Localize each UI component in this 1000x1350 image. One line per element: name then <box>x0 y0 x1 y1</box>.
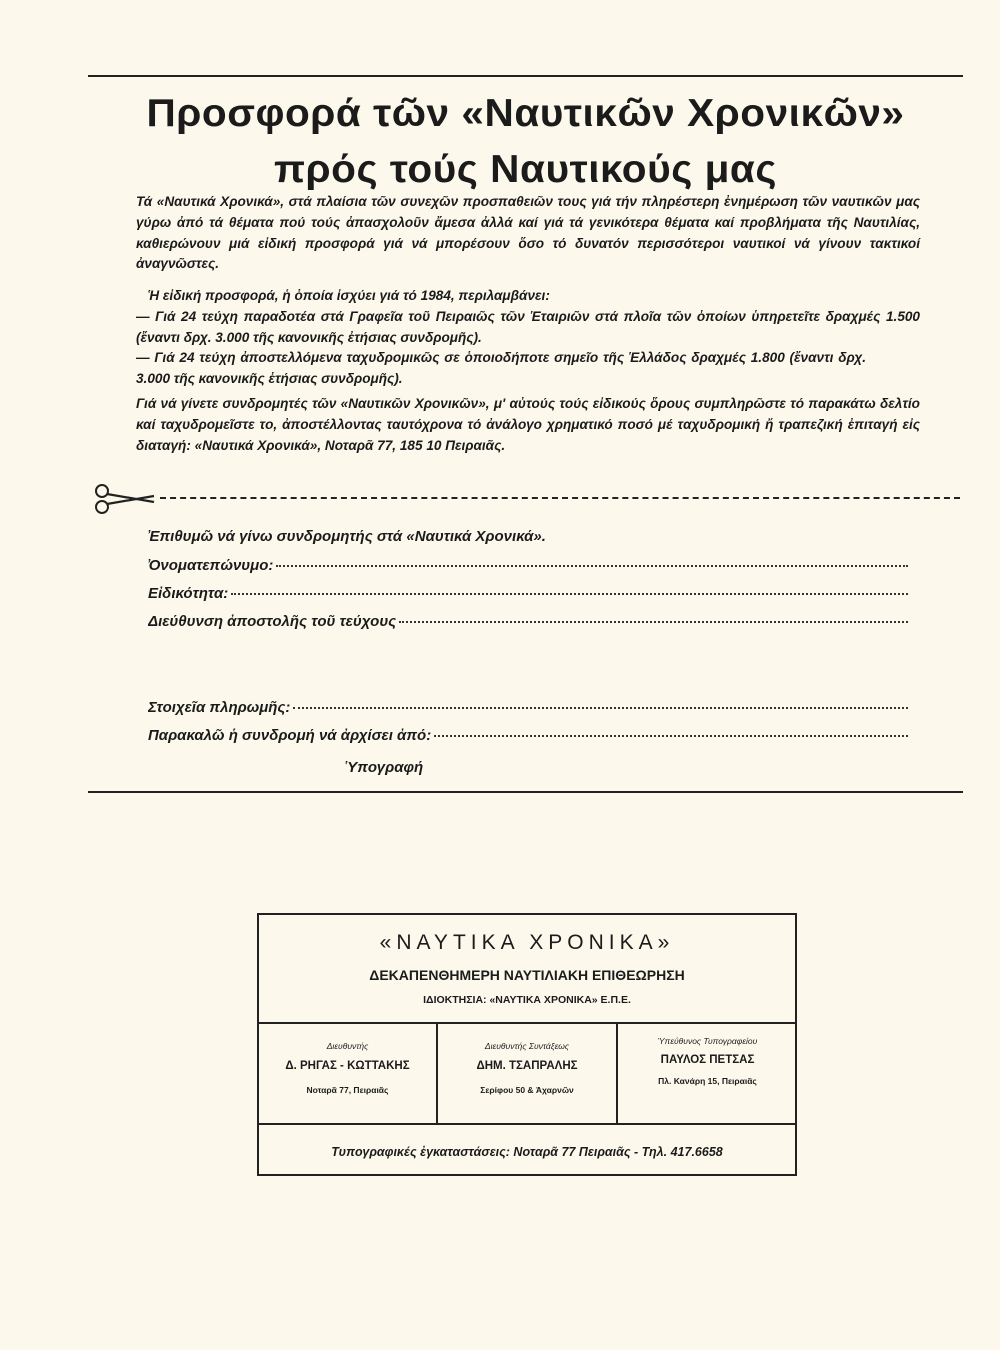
director-address: Νοταρᾶ 77, Πειραιᾶς <box>306 1085 389 1095</box>
address-field-line-2[interactable] <box>148 641 908 644</box>
start-date-field[interactable] <box>148 727 908 744</box>
director-role: Διευθυντής <box>326 1041 369 1051</box>
name-input-line[interactable] <box>276 564 908 567</box>
director-name: Δ. ΡΗΓΑΣ - ΚΩΤΤΑΚΗΣ <box>285 1060 410 1072</box>
masthead-footer: Τυπογραφικές ἐγκαταστάσεις: Νοταρᾶ 77 Πειραιᾶς - Τηλ. 417.6658 <box>331 1145 723 1159</box>
printer-role: Ὑπεύθυνος Τυπογραφείου <box>657 1036 758 1046</box>
address-field-line-3[interactable] <box>148 669 908 672</box>
page-subtitle: πρός τούς Ναυτικούς μας <box>273 148 778 191</box>
masthead-name: «ΝΑΥΤΙΚΑ ΧΡΟΝΙΚΑ» <box>379 931 675 954</box>
signature-field <box>345 759 423 776</box>
masthead-owner: ΙΔΙΟΚΤΗΣΙΑ: «ΝΑΥΤΙΚΑ ΧΡΟΝΙΚΑ» Ε.Π.Ε. <box>423 994 631 1006</box>
masthead-divider-bottom <box>259 1123 795 1125</box>
masthead-column-director <box>259 1024 436 1123</box>
form-heading-text: Ἐπιθυμῶ νά γίνω συνδρομητής στά «Ναυτικά Χρονικά». <box>148 528 546 545</box>
offer-item-2: — Γιά 24 τεύχη ἀποστελλόμενα ταχυδρομικῶς σε ὁποιοδήποτε σημεῖο τῆς Ἑλλάδος δραχμές 1.800 (ἔναντι δρχ. 3.000 τῆς κανονικῆς ἐτήσιας συνδρομῆς). <box>136 350 866 386</box>
top-rule <box>88 75 963 77</box>
bottom-rule <box>88 791 963 793</box>
address-input-line[interactable] <box>399 620 908 623</box>
name-label: Ὀνοματεπώνυμο: <box>148 557 274 574</box>
specialty-field[interactable] <box>148 585 908 602</box>
start-date-input-line[interactable] <box>434 734 908 737</box>
masthead-column-editor <box>438 1024 616 1123</box>
masthead-subtitle: ΔΕΚΑΠΕΝΘΗΜΕΡΗ ΝΑΥΤΙΛΙΑΚΗ ΕΠΙΘΕΩΡΗΣΗ <box>369 967 685 983</box>
page-title: Προσφορά τῶν «Ναυτικῶν Χρονικῶν» <box>146 92 905 135</box>
address-label: Διεύθυνση ἀποστολῆς τοῦ τεύχους <box>148 613 397 630</box>
intro-paragraph: Τά «Ναυτικά Χρονικά», στά πλαίσια τῶν συνεχῶν προσπαθειῶν τους γιά τήν πληρέστερη ἐνημέρωση τῶν ναυτικῶν μας γύρω ἀπό τά θέματα πού τούς ἀπασχολοῦν ἄμεσα ἀλλά καί γιά τά γενικότερα θέματα καί προβλήματα τῆς Ναυτιλίας, καθιερώνουν μιά εἰδική προσφορά γιά νά μπορέσουν ὅσο τό δυνατόν περισσότεροι ναυτικοί νά γίνουν τακτικοί ἀναγνῶστες. <box>136 194 920 272</box>
start-date-label: Παρακαλῶ ἡ συνδρομή νά ἀρχίσει ἀπό: <box>148 727 432 744</box>
editor-address: Σερίφου 50 & Ἀχαρνῶν <box>480 1085 574 1095</box>
address-field[interactable] <box>148 613 908 630</box>
editor-role: Διευθυντής Συντάξεως <box>484 1041 570 1051</box>
offer-item-1: — Γιά 24 τεύχη παραδοτέα στά Γραφεῖα τοῦ Πειραιῶς τῶν Ἑταιριῶν στά πλοῖα τῶν ὁποίων ὑπηρετεῖτε δραχμές 1.500 (ἔναντι δρχ. 3.000 τῆς κανονικῆς ἐτήσιας συνδρομῆς). <box>136 309 920 345</box>
printer-address: Πλ. Κανάρη 15, Πειραιᾶς <box>658 1076 757 1086</box>
editor-name: ΔΗΜ. ΤΣΑΠΡΑΛΗΣ <box>476 1060 578 1072</box>
offer-intro: Ἡ εἰδική προσφορά, ἡ ὁποία ἰσχύει γιά τό 1984, περιλαμβάνει: <box>148 288 550 303</box>
masthead-box <box>257 913 797 1176</box>
specialty-input-line[interactable] <box>231 592 908 595</box>
payment-input-line[interactable] <box>293 706 908 709</box>
payment-field[interactable] <box>148 699 908 716</box>
cut-line <box>160 497 960 499</box>
masthead-column-printer <box>618 1024 797 1123</box>
specialty-label: Εἰδικότητα: <box>148 585 229 602</box>
scissors-icon <box>92 482 156 516</box>
instructions-paragraph: Γιά νά γίνετε συνδρομητές τῶν «Ναυτικῶν Χρονικῶν», μ' αὐτούς τούς εἰδικούς ὅρους συμπληρῶστε τό παρακάτω δελτίο καί ταχυδρομεῖστε το, ἀποστέλλοντας ταυτόχρονα τό ἀνάλογο χρηματικό ποσό μέ ταχυδρομική ἤ τραπεζική ἐπιταγή εἰς διαταγή: «Ναυτικά Χρονικά», Νοταρᾶ 77, 185 10 Πειραιᾶς. <box>136 396 920 453</box>
printer-name: ΠΑΥΛΟΣ ΠΕΤΣΑΣ <box>660 1054 755 1066</box>
form-heading <box>148 528 908 545</box>
payment-label: Στοιχεῖα πληρωμῆς: <box>148 699 291 716</box>
signature-label: Ὑπογραφή <box>345 759 424 776</box>
name-field[interactable] <box>148 557 908 574</box>
